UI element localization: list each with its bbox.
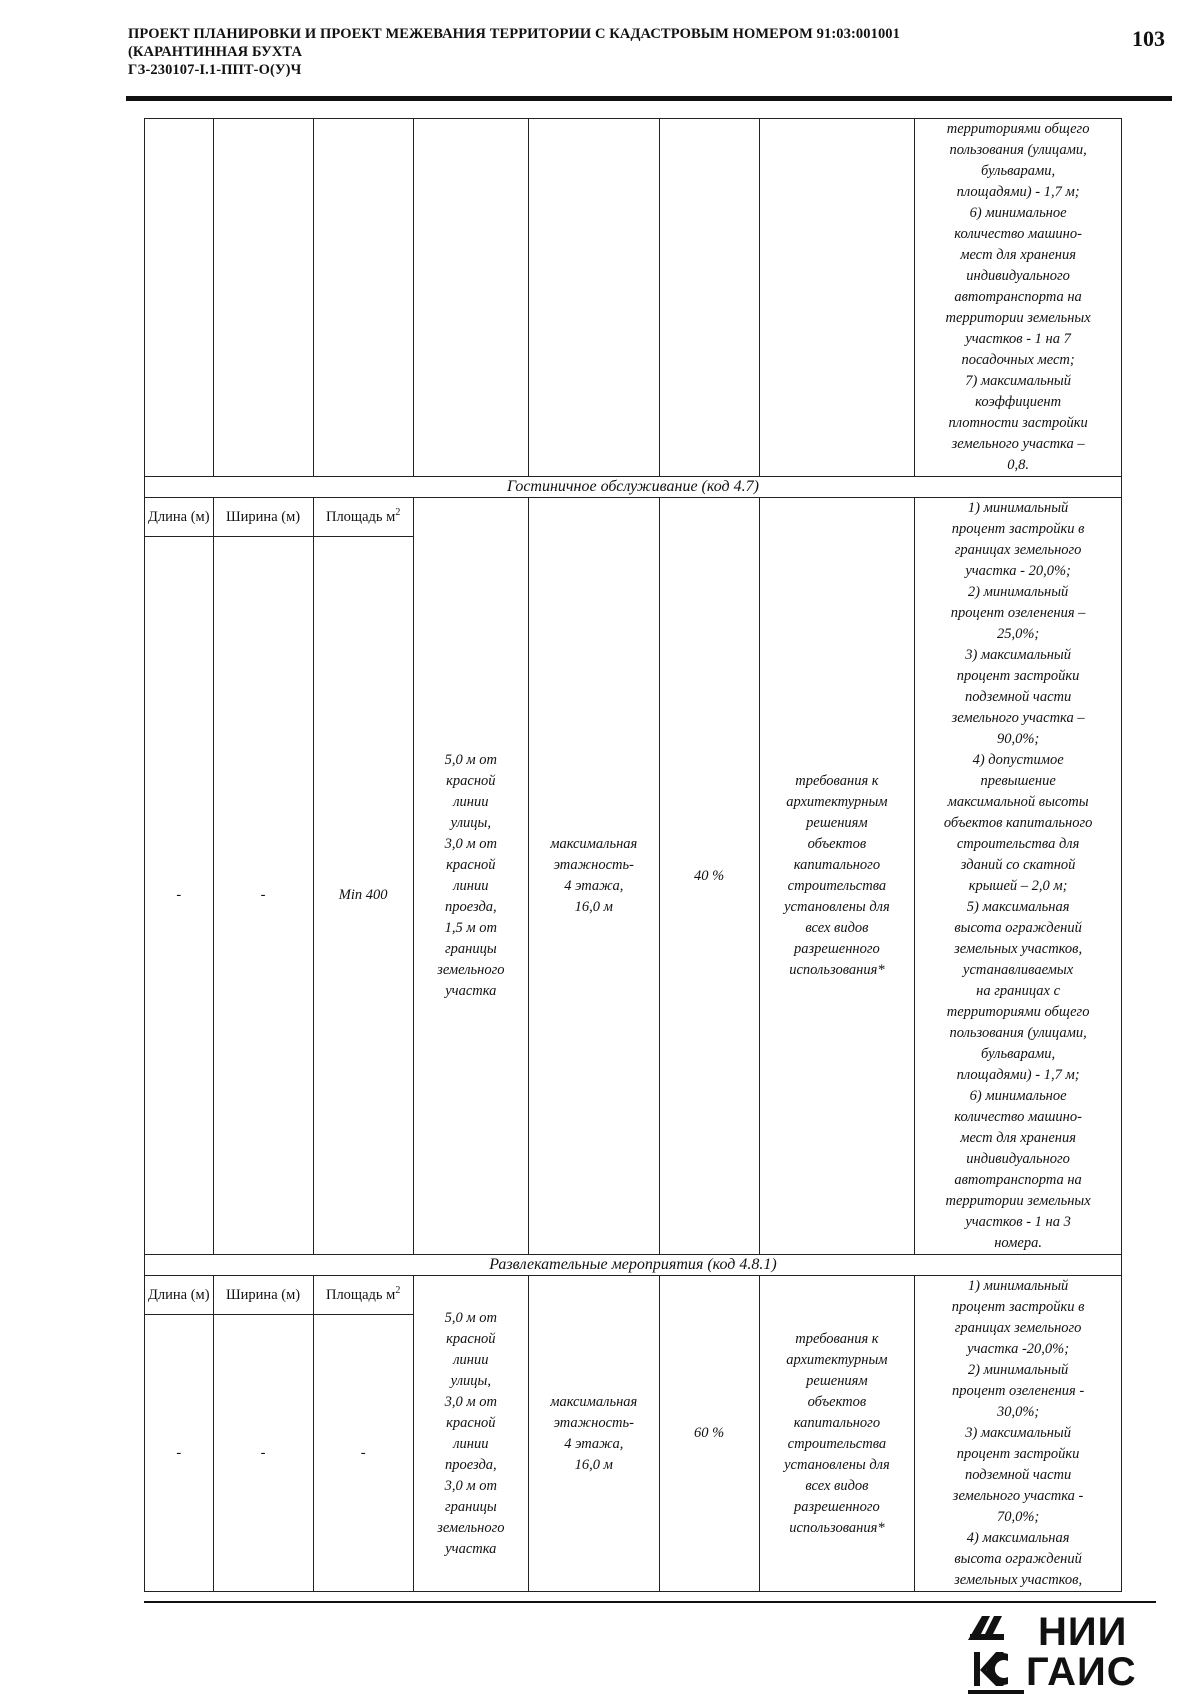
area-header — [313, 498, 413, 537]
area-header — [313, 1276, 413, 1315]
width-header: Ширина (м) — [213, 1276, 313, 1315]
architecture-line: строительства — [787, 1435, 887, 1452]
cell-empty — [145, 119, 214, 477]
area-header-sup: 2 — [395, 1284, 401, 1296]
architecture-line: объектов — [807, 836, 867, 852]
coverage-cell: 40 % — [659, 498, 759, 1255]
floors-line: 16,0 м — [574, 1456, 613, 1473]
floors-line: максимальная — [550, 836, 638, 852]
requirement-line: процент застройки — [956, 1446, 1080, 1462]
requirement-line: коэффициент — [975, 394, 1062, 410]
setback-line: улицы, — [450, 815, 491, 831]
requirement-line: 2) минимальный — [967, 584, 1069, 600]
cell-empty — [213, 119, 313, 477]
floors-line: этажность- — [553, 857, 634, 873]
niigais-logo — [968, 1612, 1174, 1694]
requirement-line: на границах с — [976, 983, 1061, 999]
length-value: - — [145, 537, 214, 1255]
requirements-cell — [915, 498, 1122, 1255]
architecture-line: капитального — [793, 1414, 881, 1431]
requirement-line: мест для хранения — [960, 247, 1076, 263]
requirement-line: зданий со скатной — [960, 857, 1076, 873]
requirement-line: подземной части — [964, 689, 1072, 705]
requirement-line: границах земельного — [954, 1320, 1082, 1336]
area-header-text: Площадь м — [325, 508, 396, 525]
requirement-line: подземной части — [964, 1467, 1072, 1483]
requirement-line: 3) максимальный — [965, 647, 1071, 663]
setback-line: красной — [446, 1330, 496, 1347]
document-header — [128, 25, 1088, 79]
architecture-line: использования* — [789, 1519, 885, 1536]
requirement-line: 0,8. — [1007, 457, 1029, 473]
requirement-line: бульварами, — [981, 1046, 1056, 1062]
requirement-line: земельного участка – — [951, 436, 1085, 452]
requirement-line: 1) минимальный — [967, 1278, 1069, 1294]
setback-line: проезда, — [445, 1456, 497, 1473]
floors-line: 4 этажа, — [564, 878, 624, 894]
cell-empty — [413, 119, 528, 477]
requirement-line: территории земельных — [945, 1193, 1091, 1209]
width-value: - — [213, 1315, 313, 1592]
requirement-line: участка -20,0%; — [967, 1341, 1070, 1357]
requirements-cell — [915, 1276, 1122, 1592]
setback-line: линии — [453, 1351, 489, 1368]
setback-line: проезда, — [445, 899, 497, 915]
cell-empty — [529, 119, 660, 477]
cell-empty — [659, 119, 759, 477]
architecture-line: использования* — [789, 962, 885, 978]
setback-line: красной — [446, 1414, 496, 1431]
requirement-line: бульварами, — [981, 163, 1056, 179]
architecture-line: архитектурным — [786, 1351, 888, 1368]
requirement-line: 70,0%; — [996, 1509, 1040, 1525]
requirement-line: высота ограждений — [954, 920, 1082, 936]
header-title-line-2: (КАРАНТИННАЯ БУХТА — [128, 44, 303, 60]
architecture-line: требования к — [795, 773, 879, 789]
requirement-line: 3) максимальный — [965, 1425, 1071, 1441]
architecture-line: разрешенного — [794, 1498, 880, 1515]
area-header-text: Площадь м — [325, 1286, 396, 1303]
setback-line: земельного — [437, 1519, 505, 1536]
architecture-line: разрешенного — [794, 941, 880, 957]
area-value: - — [313, 1315, 413, 1592]
architecture-line: требования к — [795, 1330, 879, 1347]
requirement-line: территории земельных — [945, 310, 1091, 326]
width-header: Ширина (м) — [213, 498, 313, 537]
requirement-line: плотности застройки — [948, 415, 1088, 431]
requirement-line: пользования (улицами, — [949, 142, 1087, 158]
requirement-line: земельного участка – — [951, 710, 1085, 726]
architecture-line: объектов — [807, 1393, 867, 1410]
architecture-cell — [759, 1276, 915, 1592]
requirement-line: границах земельного — [954, 542, 1082, 558]
requirement-line: 30,0%; — [996, 1404, 1040, 1420]
setback-line: линии — [453, 878, 489, 894]
section-row — [145, 1276, 1122, 1315]
requirement-line: 6) минимальное — [969, 205, 1067, 221]
setback-line: границы — [445, 941, 497, 957]
architecture-line: решениям — [806, 1372, 868, 1389]
requirement-line: максимальной высоты — [947, 794, 1089, 810]
section-title: Развлекательные мероприятия (код 4.8.1) — [145, 1255, 1122, 1276]
requirement-line: индивидуального — [966, 1151, 1070, 1167]
architecture-line: установлены для — [784, 1456, 890, 1473]
requirement-line: крышей – 2,0 м; — [968, 878, 1068, 894]
setback-line: участка — [445, 1540, 497, 1557]
requirement-line: 4) максимальная — [966, 1530, 1070, 1546]
area-value: Min 400 — [313, 537, 413, 1255]
setback-line: 3,0 м от — [444, 1393, 498, 1410]
requirement-line: 4) допустимое — [972, 752, 1064, 768]
setback-line: границы — [445, 1498, 497, 1515]
floors-line: 16,0 м — [574, 899, 613, 915]
architecture-line: установлены для — [784, 899, 890, 915]
floors-line: этажность- — [553, 1414, 634, 1431]
page-number: 103 — [1132, 26, 1165, 51]
architecture-line: решениям — [806, 815, 868, 831]
requirement-line: строительства для — [956, 836, 1080, 852]
cell-empty — [759, 119, 915, 477]
requirement-line: процент озеленения – — [950, 605, 1086, 621]
architecture-line: капитального — [793, 857, 881, 873]
setback-line: 3,0 м от — [444, 1477, 498, 1494]
requirement-line: участка - 20,0%; — [965, 563, 1071, 579]
requirement-line: мест для хранения — [960, 1130, 1076, 1146]
architecture-cell — [759, 498, 915, 1255]
requirement-line: номера. — [994, 1235, 1042, 1251]
requirement-line: земельных участков, — [954, 1572, 1083, 1588]
length-value: - — [145, 1315, 214, 1592]
requirement-line: участков - 1 на 3 — [965, 1214, 1071, 1230]
setback-line: линии — [453, 794, 489, 810]
setback-line: красной — [446, 773, 496, 789]
floors-line: 4 этажа, — [564, 1435, 624, 1452]
requirement-line: участков - 1 на 7 — [965, 331, 1071, 347]
requirement-line: автотранспорта на — [954, 289, 1082, 305]
requirement-line: 7) максимальный — [965, 373, 1071, 389]
logo-text-bottom: ГАИС — [1026, 1650, 1137, 1694]
requirement-line: посадочных мест; — [961, 352, 1075, 368]
header-title-line-1: ПРОЕКТ ПЛАНИРОВКИ И ПРОЕКТ МЕЖЕВАНИЯ ТЕРРИТОРИИ С КАДАСТРОВЫМ НОМЕРОМ 91:03:001001 — [128, 26, 901, 42]
requirement-line: 25,0%; — [996, 626, 1040, 642]
requirement-line: устанавливаемых — [963, 962, 1074, 978]
requirement-line: индивидуального — [966, 268, 1070, 284]
floors-cell — [529, 1276, 660, 1592]
setback-line: 5,0 м от — [444, 1309, 498, 1326]
setback-line: 5,0 м от — [444, 752, 498, 768]
requirement-line: количество машино- — [954, 1109, 1082, 1125]
requirement-line: площадями) - 1,7 м; — [956, 1067, 1080, 1083]
section-row — [145, 498, 1122, 537]
setback-line: 3,0 м от — [444, 836, 498, 852]
length-header: Длина (м) — [145, 498, 214, 537]
header-divider — [126, 96, 1172, 101]
section-title-row — [145, 1255, 1122, 1276]
setback-cell — [413, 1276, 528, 1592]
requirement-line: 1) минимальный — [967, 500, 1069, 516]
requirement-line: высота ограждений — [954, 1551, 1082, 1567]
area-header-sup: 2 — [395, 506, 401, 518]
footer-divider — [144, 1601, 1156, 1603]
section-title: Гостиничное обслуживание (код 4.7) — [145, 477, 1122, 498]
requirement-line: процент застройки в — [951, 1299, 1085, 1315]
regulations-table — [144, 118, 1122, 1592]
setback-cell — [413, 498, 528, 1255]
setback-line: 1,5 м от — [444, 920, 498, 936]
setback-line: красной — [446, 857, 496, 873]
requirement-line: автотранспорта на — [954, 1172, 1082, 1188]
requirement-line: территориями общего — [946, 121, 1090, 137]
setback-line: земельного — [437, 962, 505, 978]
architecture-line: всех видов — [805, 1477, 869, 1494]
length-header: Длина (м) — [145, 1276, 214, 1315]
requirement-line: земельных участков, — [954, 941, 1083, 957]
requirement-line: процент озеленения - — [951, 1383, 1085, 1399]
requirement-line: 5) максимальная — [966, 899, 1070, 915]
requirement-line: 90,0%; — [996, 731, 1040, 747]
requirement-line: количество машино- — [954, 226, 1082, 242]
setback-line: участка — [445, 983, 497, 999]
requirement-line: 6) минимальное — [969, 1088, 1067, 1104]
architecture-line: архитектурным — [786, 794, 888, 810]
section-title-row — [145, 477, 1122, 498]
architecture-line: всех видов — [805, 920, 869, 936]
requirement-line: земельного участка - — [952, 1488, 1084, 1504]
cell-empty — [313, 119, 413, 477]
floors-cell — [529, 498, 660, 1255]
requirement-line: пользования (улицами, — [949, 1025, 1087, 1041]
architecture-line: строительства — [787, 878, 887, 894]
requirement-line: процент застройки в — [951, 521, 1085, 537]
requirement-line: процент застройки — [956, 668, 1080, 684]
requirement-line: 2) минимальный — [967, 1362, 1069, 1378]
width-value: - — [213, 537, 313, 1255]
requirement-line: объектов капитального — [943, 815, 1093, 831]
setback-line: улицы, — [450, 1372, 491, 1389]
header-document-code: ГЗ-230107-I.1-ППТ-О(У)Ч — [128, 62, 302, 78]
continued-row — [145, 119, 1122, 477]
floors-line: максимальная — [550, 1393, 638, 1410]
coverage-cell: 60 % — [659, 1276, 759, 1592]
setback-line: линии — [453, 1435, 489, 1452]
requirements-cell — [915, 119, 1122, 477]
requirement-line: площадями) - 1,7 м; — [956, 184, 1080, 200]
requirement-line: территориями общего — [946, 1004, 1090, 1020]
logo-text-top: НИИ — [1038, 1610, 1128, 1654]
requirement-line: превышение — [980, 773, 1056, 789]
